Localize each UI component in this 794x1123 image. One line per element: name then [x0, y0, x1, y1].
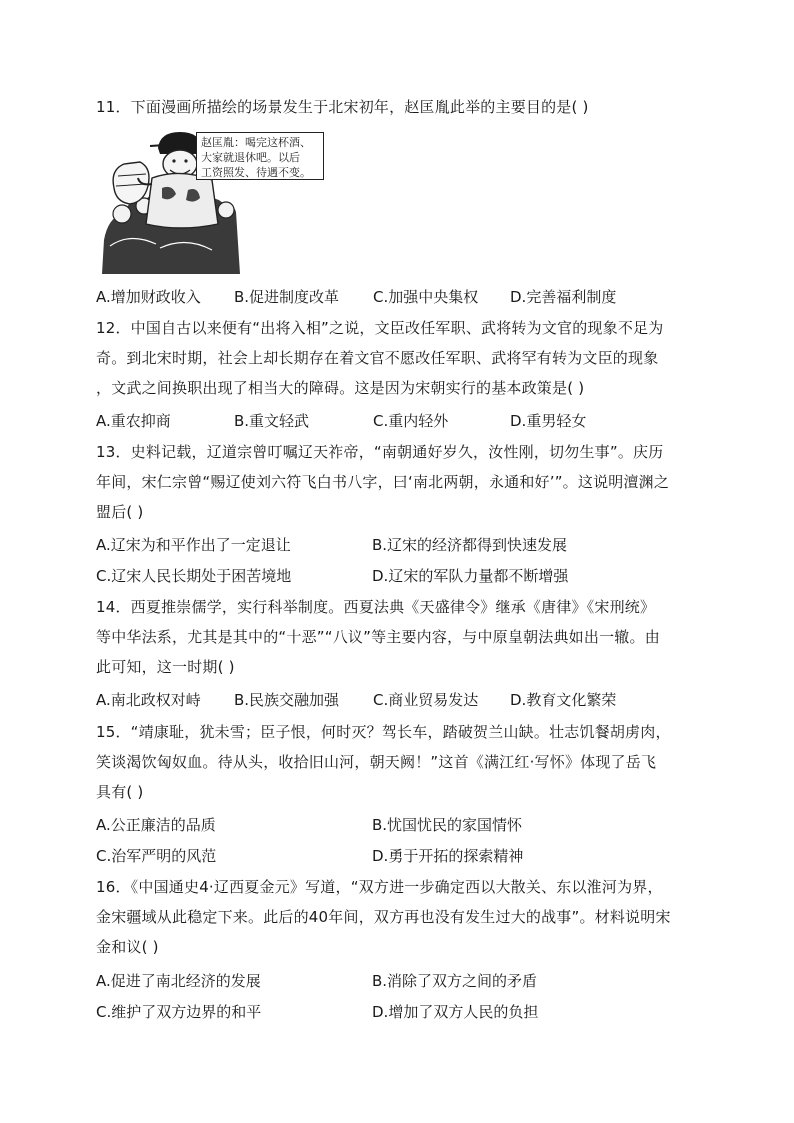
question-16-options-row1 [96, 966, 702, 996]
option-c[interactable]: C.商业贸易发达 [373, 691, 479, 709]
option-c[interactable]: C.维护了双方边界的和平 [96, 1003, 262, 1021]
question-13-options-row2 [96, 561, 702, 591]
caption-line: 大家就退休吧。以后 [201, 151, 300, 164]
stem-line: 笑谈渴饮匈奴血。待从头，收拾旧山河，朝天阙！”这首《满江红·写怀》体现了岳飞 [96, 753, 657, 771]
option-a[interactable]: A.促进了南北经济的发展 [96, 972, 261, 990]
option-a[interactable]: A.南北政权对峙 [96, 691, 201, 709]
option-b[interactable]: B.促进制度改革 [234, 288, 340, 306]
option-d[interactable]: D.重男轻女 [510, 412, 587, 430]
question-11-options [96, 282, 702, 312]
question-14-stem [96, 592, 702, 682]
option-d[interactable]: D.完善福利制度 [510, 288, 617, 306]
option-d[interactable]: D.增加了双方人民的负担 [372, 1003, 539, 1021]
option-d[interactable]: D.辽宋的军队力量都不断增强 [372, 567, 569, 585]
stem-line: ，文武之间换职出现了相当大的障碍。这是因为宋朝实行的基本政策是( ) [96, 379, 585, 397]
question-14-options [96, 685, 702, 715]
speech-bubble [196, 132, 324, 180]
question-16-stem [96, 872, 702, 962]
stem-line: 金和议( ) [96, 938, 159, 956]
option-a[interactable]: A.重农抑商 [96, 412, 171, 430]
option-d[interactable]: D.教育文化繁荣 [510, 691, 617, 709]
caption-line: 赵匡胤：喝完这杯酒、 [201, 136, 311, 149]
option-c[interactable]: C.加强中央集权 [373, 288, 479, 306]
stem-line: 15．“靖康耻，犹未雪；臣子恨，何时灭？驾长车，踏破贺兰山缺。壮志饥餐胡虏肉， [96, 723, 671, 741]
question-15-stem [96, 717, 702, 807]
question-15-options-row2 [96, 841, 702, 871]
question-12-options [96, 406, 702, 436]
question-15-options-row1 [96, 810, 702, 840]
caption-line: 工资照发、待遇不变。 [201, 166, 311, 179]
stem-line: 奇。到北宋时期，社会上却长期存在着文官不愿改任军职、武将罕有转为文臣的现象 [96, 349, 659, 367]
stem-line: 11．下面漫画所描绘的场景发生于北宋初年，赵匡胤此举的主要目的是( ) [96, 98, 589, 116]
stem-line: 16．《中国通史4·辽西夏金元》写道，“双方进一步确定西以大散关、东以淮河为界， [96, 878, 663, 896]
option-b[interactable]: B.重文轻武 [234, 412, 310, 430]
question-13-stem [96, 437, 702, 527]
question-16-options-row2 [96, 997, 702, 1027]
stem-line: 此可知，这一时期( ) [96, 658, 235, 676]
cartoon-image [100, 128, 332, 274]
stem-line: 盟后( ) [96, 503, 144, 521]
option-b[interactable]: B.忧国忧民的家国情怀 [372, 816, 523, 834]
option-d[interactable]: D.勇于开拓的探索精神 [372, 847, 524, 865]
stem-line: 12．中国自古以来便有“出将入相”之说，文臣改任军职、武将转为文官的现象不足为 [96, 319, 664, 337]
option-a[interactable]: A.公正廉洁的品质 [96, 816, 216, 834]
option-b[interactable]: B.消除了双方之间的矛盾 [372, 972, 538, 990]
stem-line: 年间，宋仁宗曾“赐辽使刘六符飞白书八字，曰‘南北两朝，永通和好’”。这说明澶渊之 [96, 473, 670, 491]
stem-line: 14．西夏推崇儒学，实行科举制度。西夏法典《天盛律令》继承《唐律》《宋刑统》 [96, 598, 656, 616]
stem-line: 13．史料记载，辽道宗曾叮嘱辽天祚帝，“南朝通好岁久，汝性刚，切勿生事”。庆历 [96, 443, 664, 461]
option-c[interactable]: C.重内轻外 [373, 412, 449, 430]
question-13-options-row1 [96, 530, 702, 560]
stem-line: 等中华法系，尤其是其中的“十恶”“八议”等主要内容，与中原皇朝法典如出一辙。由 [96, 628, 660, 646]
option-b[interactable]: B.民族交融加强 [234, 691, 340, 709]
stem-line: 具有( ) [96, 783, 144, 801]
question-12-stem [96, 313, 702, 403]
option-c[interactable]: C.辽宋人民长期处于困苦境地 [96, 567, 292, 585]
option-a[interactable]: A.辽宋为和平作出了一定退让 [96, 536, 291, 554]
option-a[interactable]: A.增加财政收入 [96, 288, 201, 306]
question-11-stem [96, 92, 702, 122]
stem-line: 金宋疆域从此稳定下来。此后的40年间，双方再也没有发生过大的战事”。材料说明宋 [96, 908, 671, 926]
option-b[interactable]: B.辽宋的经济都得到快速发展 [372, 536, 568, 554]
option-c[interactable]: C.治军严明的风范 [96, 847, 217, 865]
